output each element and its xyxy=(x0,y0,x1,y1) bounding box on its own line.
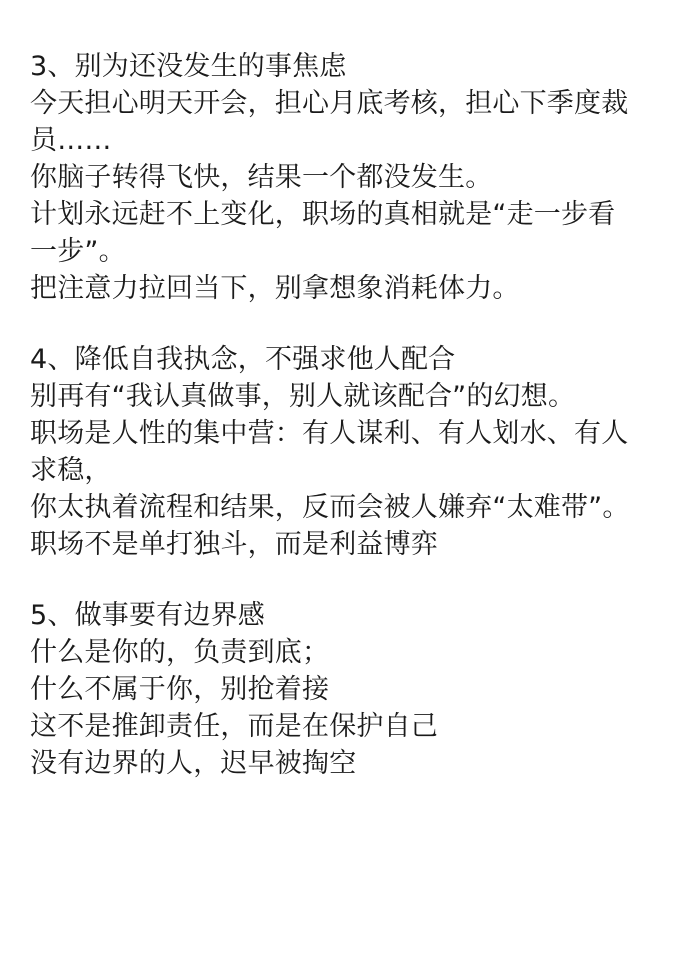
paragraph-line: 这不是推卸责任，而是在保护自己 xyxy=(30,711,438,742)
paragraph-line: 别再有“我认真做事，别人就该配合”的幻想。 xyxy=(30,381,576,412)
section-title: 4、降低自我执念，不强求他人配合 xyxy=(30,344,456,375)
paragraph-line: 今天担心明天开会，担心月底考核，担心下季度裁 xyxy=(30,88,629,119)
paragraph-line: 什么是你的，负责到底； xyxy=(30,637,330,668)
section-title: 5、做事要有边界感 xyxy=(30,600,265,631)
paragraph-line: 计划永远赶不上变化，职场的真相就是“走一步看 xyxy=(30,199,616,230)
article-body xyxy=(30,48,670,782)
paragraph-line: 你太执着流程和结果，反而会被人嫌弃“太难带”。 xyxy=(30,492,630,523)
paragraph-line: 求稳， xyxy=(30,455,112,486)
bottom-fade-overlay xyxy=(0,952,690,974)
paragraph-line: 没有边界的人，迟早被掏空 xyxy=(30,748,357,779)
section-3 xyxy=(30,48,670,307)
paragraph-line: 你脑子转得飞快，结果一个都没发生。 xyxy=(30,162,493,193)
paragraph-line: 职场不是单打独斗，而是利益博弈 xyxy=(30,529,438,560)
paragraph-line: 员…… xyxy=(30,125,112,156)
section-5 xyxy=(30,597,670,782)
paragraph-line: 一步”。 xyxy=(30,236,126,267)
paragraph-line: 把注意力拉回当下，别拿想象消耗体力。 xyxy=(30,273,520,304)
section-4 xyxy=(30,341,670,563)
paragraph-line: 什么不属于你，别抢着接 xyxy=(30,674,330,705)
paragraph-line: 职场是人性的集中营：有人谋利、有人划水、有人 xyxy=(30,418,629,449)
section-title: 3、别为还没发生的事焦虑 xyxy=(30,51,347,82)
